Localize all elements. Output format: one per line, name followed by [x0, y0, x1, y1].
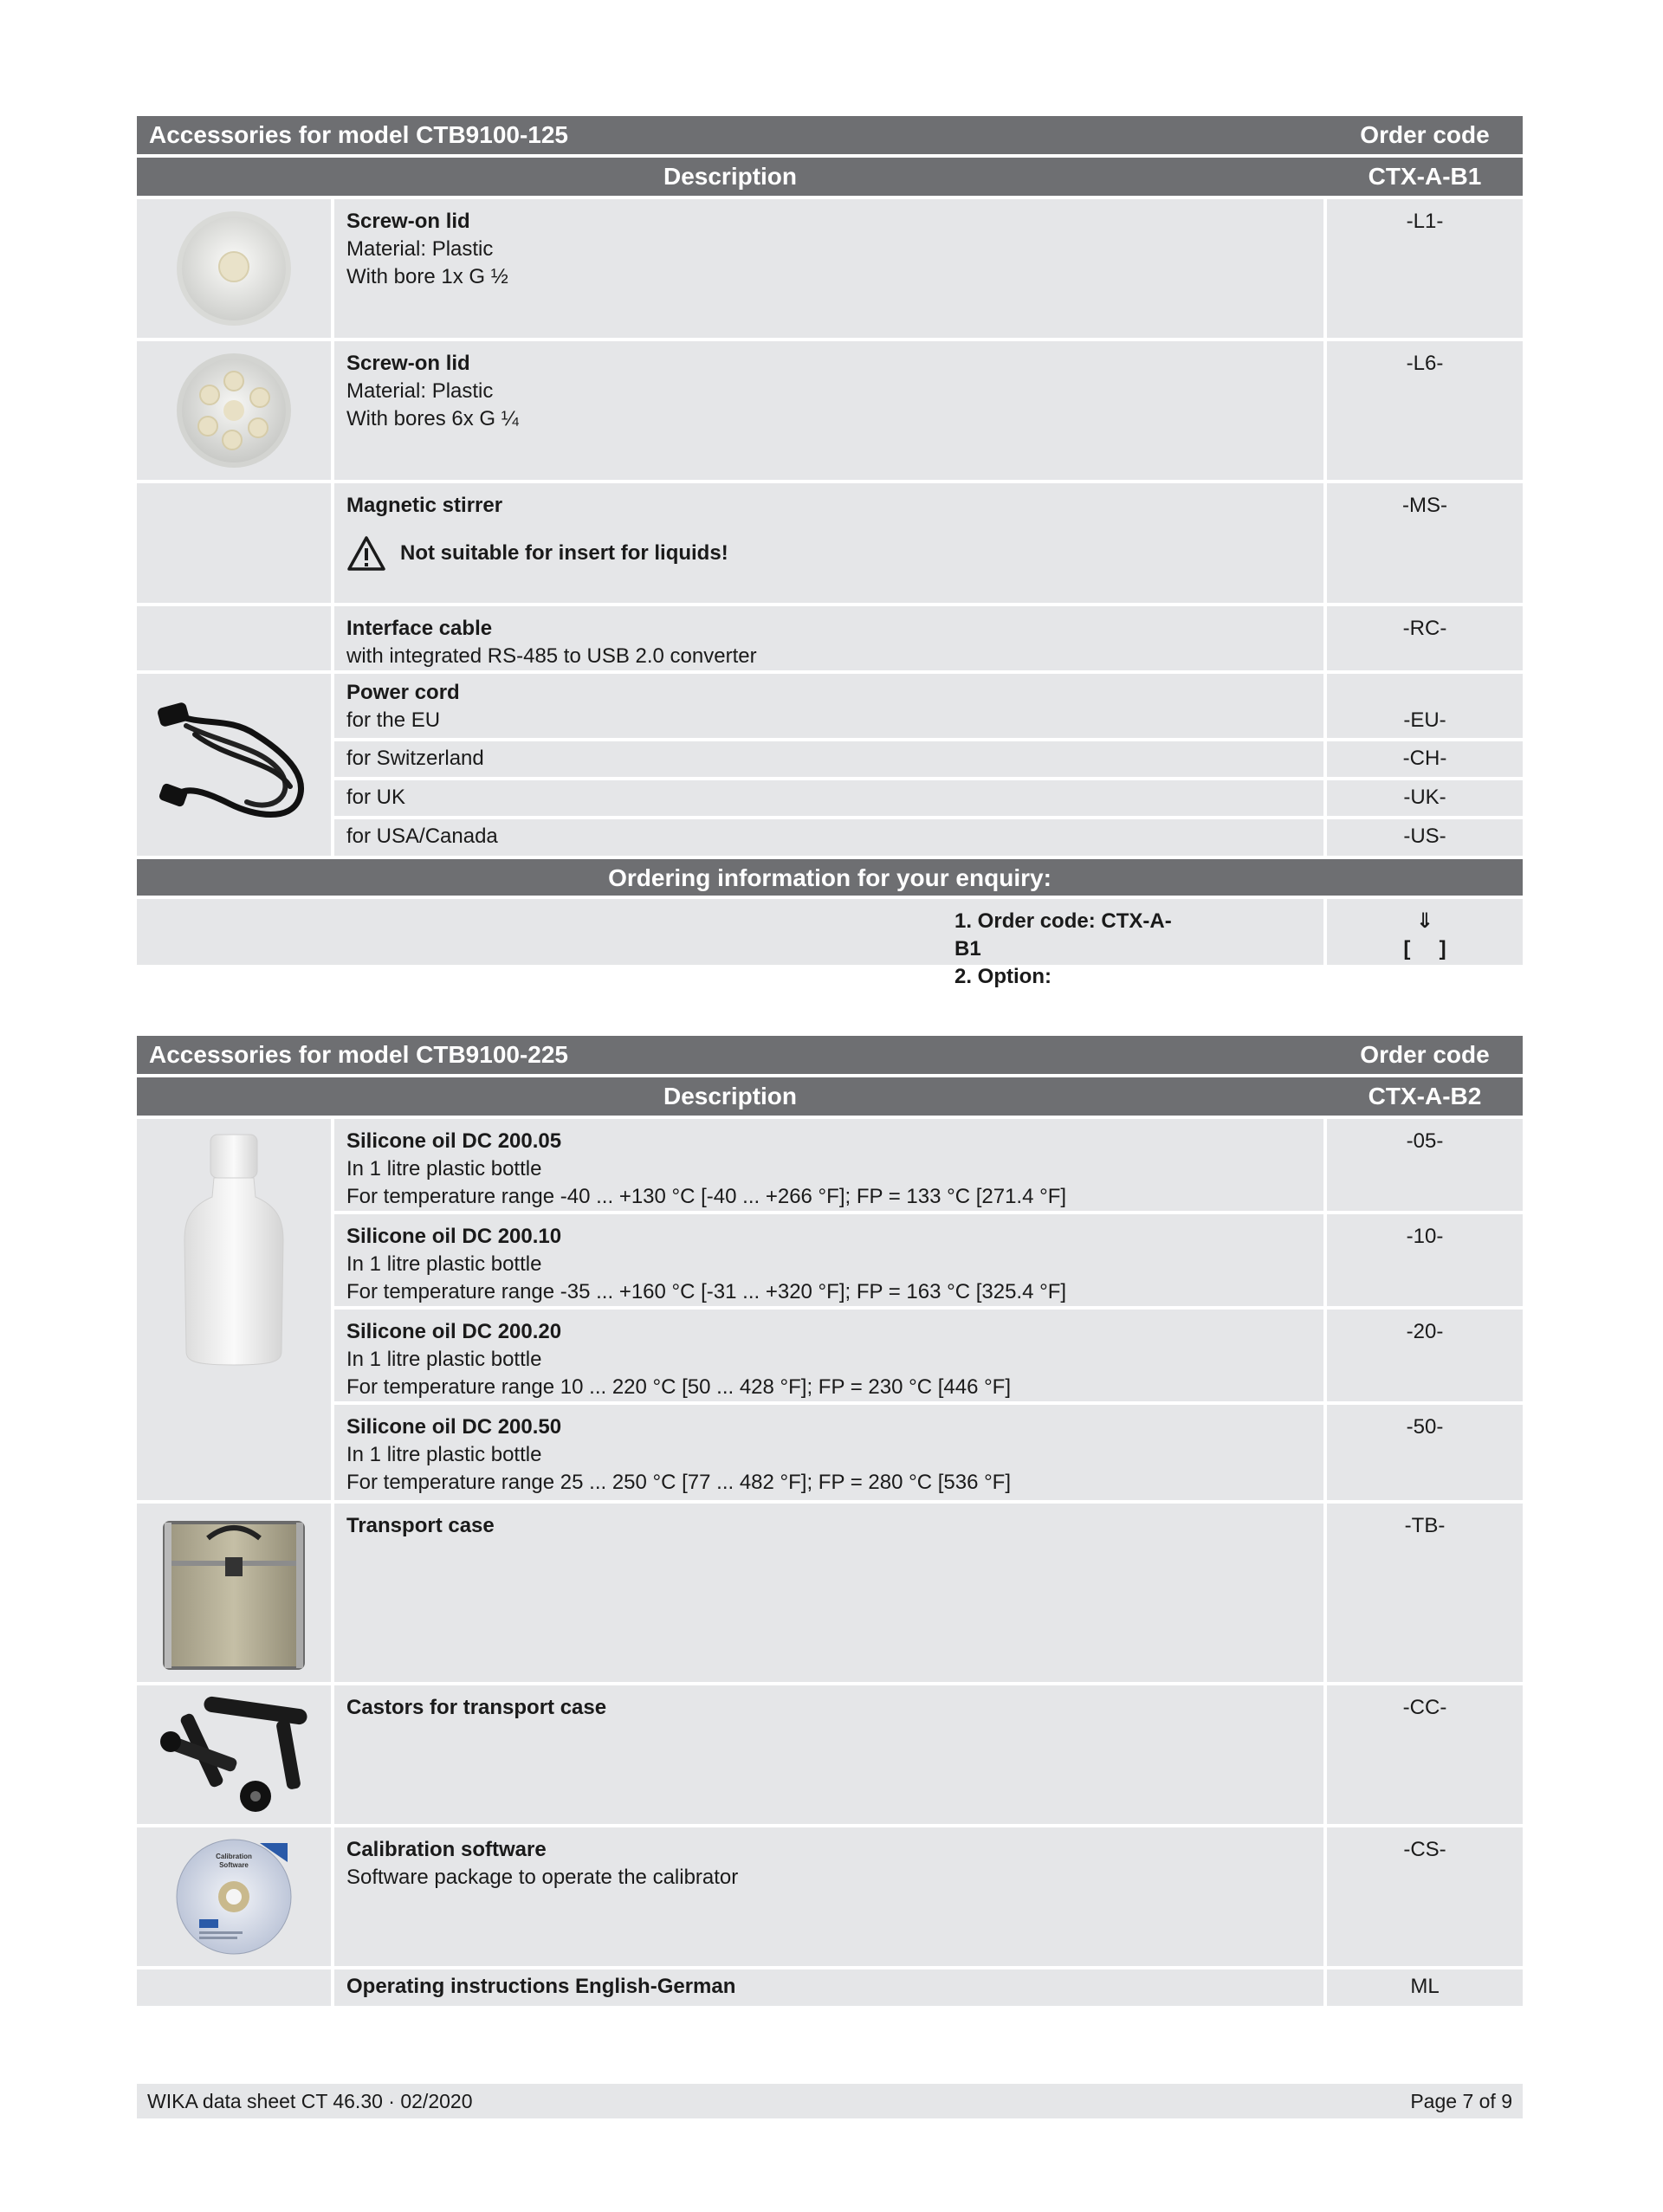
- item-name: Calibration software: [346, 1838, 547, 1861]
- description-cell: [334, 1214, 1323, 1306]
- option-label: for the EU: [346, 708, 441, 732]
- item-name: Silicone oil DC 200.10: [346, 1225, 562, 1248]
- transport-case-icon: [156, 1512, 312, 1673]
- footer-page-number: Page 7 of 9: [1410, 2089, 1512, 2112]
- product-image-cell: [137, 1969, 331, 2006]
- order-code-header: Order code: [1327, 1036, 1523, 1074]
- order-code-cell: -CH-: [1327, 741, 1523, 777]
- product-image-cell: [137, 199, 331, 338]
- table-row: [334, 1405, 1523, 1500]
- order-code-cell: -50-: [1327, 1405, 1523, 1500]
- product-image-cell: [137, 341, 331, 480]
- table-title-row: [137, 116, 1523, 154]
- item-detail: For temperature range 10 ... 220 °C [50 ... 428 °F]; FP = 230 °C [446 °F]: [346, 1375, 1012, 1399]
- order-code-cell: -CC-: [1327, 1685, 1523, 1824]
- description-cell: [334, 606, 1323, 670]
- item-detail: For temperature range -40 ... +130 °C [-40 ... +266 °F]; FP = 133 °C [271.4 °F]: [346, 1185, 1067, 1208]
- product-image-cell: [137, 674, 331, 856]
- table-row: [334, 819, 1523, 856]
- product-image-cell: [137, 1827, 331, 1966]
- item-name: Power cord: [346, 681, 460, 704]
- item-name: Transport case: [346, 1514, 495, 1537]
- table-row: [137, 483, 1523, 603]
- description-header: Description: [137, 158, 1323, 196]
- order-code-cell: -TB-: [1327, 1504, 1523, 1682]
- cd-label-line1: Calibration: [216, 1853, 252, 1860]
- ordering-info-title: Ordering information for your enquiry:: [137, 859, 1523, 896]
- table-title: Accessories for model CTB9100-225: [137, 1036, 1323, 1074]
- item-detail: Material: Plastic: [346, 237, 494, 261]
- item-detail: Material: Plastic: [346, 379, 494, 403]
- item-name: Interface cable: [346, 617, 493, 640]
- ordering-lines: [137, 899, 1323, 988]
- table-title: Accessories for model CTB9100-125: [137, 116, 1323, 154]
- description-header-row: [137, 1077, 1523, 1116]
- option-label: for Switzerland: [334, 741, 1323, 777]
- order-code-cell: -US-: [1327, 819, 1523, 856]
- item-detail: With bores 6x G ¼: [346, 407, 519, 430]
- item-detail: Software package to operate the calibrator: [346, 1866, 739, 1889]
- description-cell: [334, 341, 1323, 480]
- order-code-value-header: CTX-A-B1: [1327, 158, 1523, 196]
- item-name: Operating instructions English-German: [346, 1975, 736, 1998]
- plastic-bottle-icon: [178, 1128, 290, 1370]
- item-detail: In 1 litre plastic bottle: [346, 1443, 542, 1466]
- table-row: [137, 1685, 1523, 1824]
- order-code-cell: ML: [1327, 1969, 1523, 2006]
- ordering-line-1: 1. Order code: CTX-A-B1: [954, 909, 1172, 960]
- software-cd-icon: [173, 1836, 294, 1957]
- warning-text: Not suitable for insert for liquids!: [400, 541, 728, 565]
- table-row: [334, 780, 1523, 816]
- option-bracket: [ ]: [1403, 937, 1446, 960]
- ordering-info-row: [137, 899, 1523, 988]
- order-code-cell: -CS-: [1327, 1827, 1523, 1966]
- description-cell: [334, 1405, 1323, 1500]
- order-code-cell: -EU-: [1327, 674, 1523, 738]
- table-row: [137, 1969, 1523, 2006]
- order-code-cell: -20-: [1327, 1310, 1523, 1401]
- order-code-cell: -05-: [1327, 1119, 1523, 1211]
- order-code-value-header: CTX-A-B2: [1327, 1077, 1523, 1116]
- item-detail: In 1 litre plastic bottle: [346, 1348, 542, 1371]
- item-name: Silicone oil DC 200.20: [346, 1320, 562, 1343]
- description-cell: [334, 1310, 1323, 1401]
- order-code-header: Order code: [1327, 116, 1523, 154]
- description-cell: [334, 674, 1323, 738]
- product-image-cell: [137, 1119, 331, 1500]
- description-header: Description: [137, 1077, 1323, 1116]
- table-row: [334, 1119, 1523, 1211]
- product-image-cell: [137, 483, 331, 603]
- warning-triangle-icon: [346, 535, 386, 572]
- description-cell: [334, 199, 1323, 338]
- order-code-cell: -RC-: [1327, 606, 1523, 670]
- product-image-cell: [137, 1685, 331, 1824]
- description-cell: [334, 1685, 1323, 1824]
- order-code-cell: -L1-: [1327, 199, 1523, 338]
- table-row: [334, 1214, 1523, 1306]
- silicone-oil-options: [334, 1119, 1523, 1500]
- silicone-oil-block: [137, 1119, 1523, 1500]
- cd-label-line2: Software: [219, 1861, 249, 1869]
- product-image-cell: [137, 1504, 331, 1682]
- order-code-cell: -MS-: [1327, 483, 1523, 603]
- item-name: Silicone oil DC 200.05: [346, 1129, 562, 1153]
- item-name: Silicone oil DC 200.50: [346, 1415, 562, 1439]
- description-cell: [334, 1969, 1323, 2006]
- table-row: [334, 741, 1523, 777]
- item-detail: In 1 litre plastic bottle: [346, 1252, 542, 1276]
- item-name: Castors for transport case: [346, 1696, 607, 1719]
- down-arrow-icon: ⇓: [1415, 909, 1434, 933]
- accessories-table-ctb9100-225: [137, 1036, 1523, 2009]
- screw-lid-single-bore-icon: [173, 208, 294, 329]
- description-cell: [334, 1504, 1323, 1682]
- table-row: [334, 674, 1523, 738]
- item-detail: with integrated RS-485 to USB 2.0 converter: [346, 644, 757, 668]
- power-cord-options: [334, 674, 1523, 856]
- table-row: [137, 1504, 1523, 1682]
- power-cord-icon: [152, 700, 316, 830]
- table-row: [137, 199, 1523, 338]
- accessories-table-ctb9100-125: [137, 116, 1523, 988]
- product-image-cell: [137, 606, 331, 670]
- footer-datasheet: WIKA data sheet CT 46.30 · 02/2020: [147, 2089, 473, 2112]
- item-detail: With bore 1x G ½: [346, 265, 508, 288]
- order-code-cell: -L6-: [1327, 341, 1523, 480]
- description-header-row: [137, 158, 1523, 196]
- item-name: Screw-on lid: [346, 210, 470, 233]
- item-detail: For temperature range 25 ... 250 °C [77 ... 482 °F]; FP = 280 °C [536 °F]: [346, 1471, 1012, 1494]
- castors-icon: [152, 1694, 316, 1815]
- item-detail: In 1 litre plastic bottle: [346, 1157, 542, 1180]
- power-cord-block: [137, 674, 1523, 856]
- order-code-cell: -10-: [1327, 1214, 1523, 1306]
- ordering-info-header: [137, 859, 1523, 896]
- description-cell: [334, 1119, 1323, 1211]
- table-row: [137, 606, 1523, 670]
- ordering-line-2: 2. Option:: [954, 965, 1052, 988]
- table-row: [137, 341, 1523, 480]
- option-label: for USA/Canada: [334, 819, 1323, 856]
- item-name: Magnetic stirrer: [346, 494, 503, 517]
- description-cell: [334, 483, 1323, 603]
- warning-note: [346, 535, 1311, 572]
- ordering-code-cell: [1327, 899, 1523, 965]
- item-detail: For temperature range -35 ... +160 °C [-31 ... +320 °F]; FP = 163 °C [325.4 °F]: [346, 1280, 1067, 1303]
- description-cell: [334, 1827, 1323, 1966]
- table-row: [334, 1310, 1523, 1401]
- table-title-row: [137, 1036, 1523, 1074]
- item-name: Screw-on lid: [346, 352, 470, 375]
- table-row: [137, 1827, 1523, 1966]
- order-code-cell: -UK-: [1327, 780, 1523, 816]
- screw-lid-six-bores-icon: [173, 350, 294, 471]
- option-label: for UK: [334, 780, 1323, 816]
- page-footer: [137, 2084, 1523, 2118]
